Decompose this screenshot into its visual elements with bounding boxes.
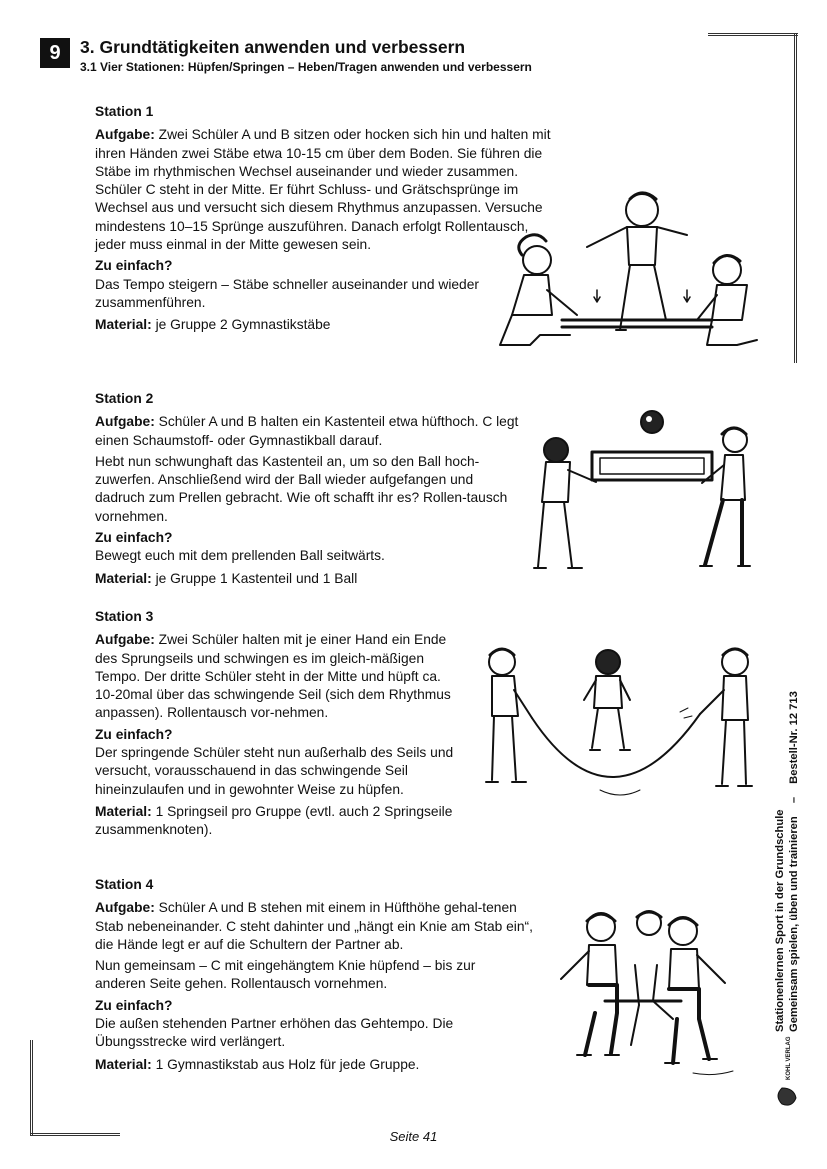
material-text: je Gruppe 1 Kastenteil und 1 Ball [155, 570, 358, 586]
station-3-illustration [480, 640, 760, 805]
station-material [95, 1056, 565, 1074]
chapter-subtitle: 3.1 Vier Stationen: Hüpfen/Springen – Heben/Tragen anwenden und verbessern [80, 60, 532, 74]
station-task [95, 126, 560, 254]
too-easy-text: Der springende Schüler steht nun außerhalb des Seils und versucht, vorausschauend in das schwingende Seil hineinzulaufen und in gewohnter Weise zu hüpfen. [95, 745, 454, 797]
too-easy-text: Das Tempo steigern – Stäbe schneller auseinander und wieder zusammenführen. [95, 276, 479, 310]
material-label: Material: [95, 803, 152, 819]
sidebar-book-subtitle [788, 691, 800, 1032]
chapter-number-badge: 9 [40, 38, 70, 68]
too-easy-heading: Zu einfach? [95, 530, 173, 546]
publisher-logo [770, 1040, 800, 1110]
station-2-illustration [530, 400, 755, 580]
task-label: Aufgabe: [95, 900, 155, 916]
material-text: 1 Springseil pro Gruppe (evtl. auch 2 Springseile zusammenknoten). [95, 803, 453, 838]
station-4-illustration [545, 905, 745, 1085]
material-label: Material: [95, 570, 152, 586]
station-material [95, 803, 495, 840]
too-easy-heading: Zu einfach? [95, 258, 173, 274]
chapter-title: 3. Grundtätigkeiten anwenden und verbessern [80, 37, 466, 57]
too-easy-heading: Zu einfach? [95, 726, 173, 742]
task-text: Zwei Schüler A und B sitzen oder hocken sich hin und halten mit ihren Händen zwei Stäbe etwa 10-15 cm über dem Boden. Sie führen die Stäbe im rhythmischen Wechsel auseinander und wieder zusammen. Schüler C steht in der Mitte. Er führt Schluss- und Grätschsprünge im Wechsel aus und versucht sich diesem Rhythmus anzupassen. Versuche mindestens 10–15 Sprünge auszuführen. Danach erfolgt Rollentausch, jeder muss einmal in der Mitte gewesen sein. [95, 127, 551, 253]
task-label: Aufgabe: [95, 632, 155, 648]
task-text: Zwei Schüler halten mit je einer Hand ein Ende des Sprungseils und schwingen es im gleich-mäßigen Tempo. Der dritte Schüler steht in der Mitte und hüpft ca. 10-20mal über das schwingende Seil (sich dem Rhythmus anpassen). Rollentausch vor-nehmen. [95, 632, 451, 721]
station-task-continued: Nun gemeinsam – C mit eingehängtem Knie hüpfend – bis zur anderen Seite gehen. Rollentausch vornehmen. [95, 958, 476, 992]
station-1-illustration [492, 185, 772, 365]
sidebar-order-number: Bestell-Nr. 12 713 [788, 691, 800, 784]
publisher-name: KOHL VERLAG [786, 1036, 792, 1080]
station-task [95, 899, 540, 954]
task-text: Schüler A und B halten ein Kastenteil etwa hüfthoch. C legt einen Schaumstoff- oder Gymnastikball darauf. [95, 414, 519, 448]
station-2 [95, 390, 565, 591]
task-label: Aufgabe: [95, 414, 155, 430]
material-text: 1 Gymnastikstab aus Holz für jede Gruppe. [155, 1056, 420, 1072]
station-task [95, 631, 455, 722]
too-easy-text: Bewegt euch mit dem prellenden Ball seitwärts. [95, 548, 385, 564]
task-text: Schüler A und B stehen mit einem in Hüfthöhe gehal-tenen Stab nebeneinander. C steht dahinter und „hängt ein Knie am Stab ein“, die Hände legt er auf die Schultern der Partner ab. [95, 900, 533, 952]
station-material [95, 570, 565, 588]
material-label: Material: [95, 317, 152, 333]
station-task-continued: Hebt nun schwunghaft das Kastenteil an, um so den Ball hoch-zuwerfen. Anschließend wird der Ball wieder aufgefangen und dadruch zum Prellen gebracht. Wie oft schafft ihr es? Rollen-tausch vornehmen. [95, 453, 508, 524]
station-4 [95, 876, 565, 1077]
frame-line-left [30, 1040, 33, 1136]
sidebar-subtitle-text: Gemeinsam spielen, üben und trainieren [788, 816, 800, 1032]
station-title: Station 2 [95, 391, 154, 406]
too-easy-heading: Zu einfach? [95, 997, 173, 1013]
station-title: Station 4 [95, 877, 154, 892]
material-label: Material: [95, 1056, 152, 1072]
frame-line-right [794, 33, 797, 363]
frame-line-top [708, 33, 798, 36]
task-label: Aufgabe: [95, 127, 155, 143]
sidebar-book-title: Stationenlernen Sport in der Grundschule [774, 809, 786, 1032]
station-title: Station 1 [95, 104, 154, 119]
station-task [95, 413, 525, 450]
too-easy-text: Die außen stehenden Partner erhöhen das Gehtempo. Die Übungsstrecke wird verlängert. [95, 1016, 454, 1050]
page-number: Seite 41 [389, 1129, 438, 1144]
sidebar-separator: – [788, 796, 800, 804]
material-text: je Gruppe 2 Gymnastikstäbe [155, 317, 331, 333]
station-title: Station 3 [95, 609, 154, 624]
